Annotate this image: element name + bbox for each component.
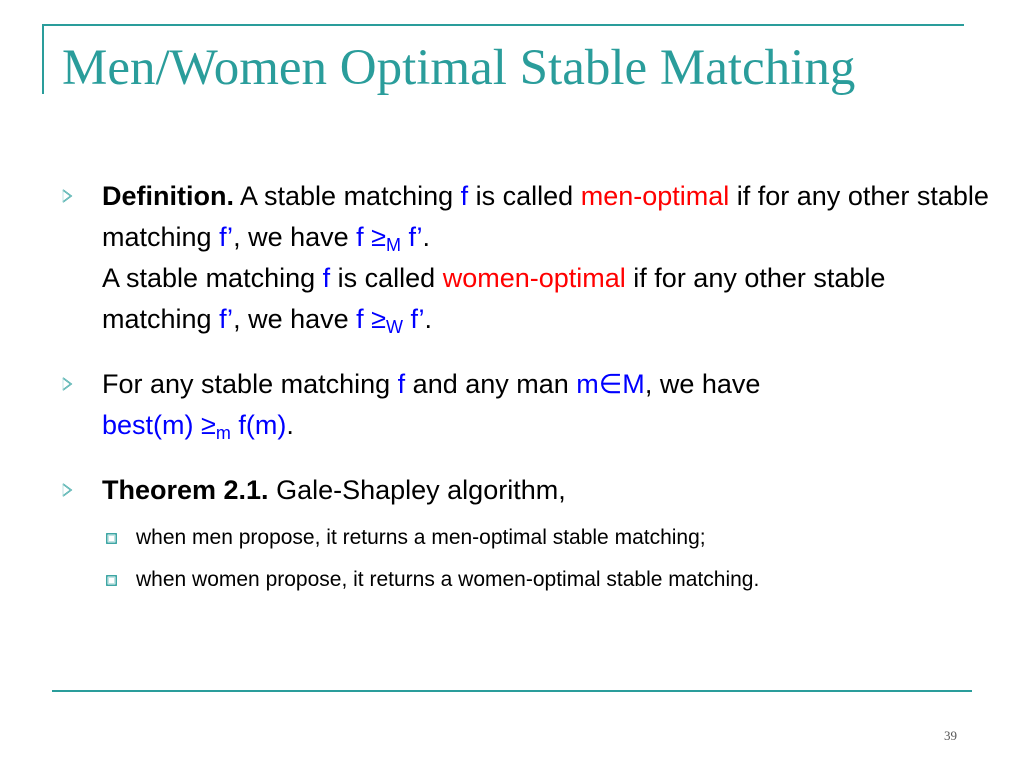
arrow-bullet-icon	[60, 483, 74, 497]
term-women-optimal: women-optimal	[442, 263, 626, 293]
footer-divider	[52, 690, 972, 692]
text: , we have	[233, 222, 357, 252]
text: .	[424, 304, 432, 334]
text: if for any other stable matching	[102, 263, 886, 334]
title-frame-top-line	[42, 24, 964, 26]
bullet-definition	[60, 176, 990, 340]
var-f-prime: f’	[219, 304, 234, 334]
theorem-label: Theorem 2.1.	[102, 475, 269, 505]
slide-title: Men/Women Optimal Stable Matching	[62, 40, 856, 96]
definition-label: Definition.	[102, 181, 234, 211]
text: when women propose, it returns a women-optimal stable matching.	[136, 568, 760, 591]
page-number: 39	[944, 728, 957, 743]
relation-best-ge: best(m) $\ge_m$ f(m)	[102, 410, 287, 443]
text: A stable matching	[102, 263, 323, 293]
text: .	[286, 410, 294, 440]
text: is called	[468, 181, 581, 211]
text: if for any other stable matching	[102, 181, 989, 252]
var-f: f	[322, 263, 331, 293]
text: Gale-Shapley algorithm,	[268, 475, 566, 505]
arrow-bullet-icon	[60, 377, 74, 391]
title-frame-left-line	[42, 24, 44, 94]
text: , we have	[233, 304, 357, 334]
subbullet-men-propose	[102, 523, 990, 553]
var-f-prime: f’	[219, 222, 234, 252]
arrow-bullet-icon	[60, 189, 74, 203]
var-m-in-M: m∈M	[576, 369, 645, 399]
slide-body	[60, 176, 990, 595]
text: .	[422, 222, 430, 252]
var-f: f	[460, 181, 469, 211]
text: , we have	[644, 369, 761, 399]
var-f: f	[397, 369, 406, 399]
text: when men propose, it returns a men-optimal stable matching;	[136, 526, 706, 549]
square-bullet-icon	[106, 533, 117, 544]
term-men-optimal: men-optimal	[580, 181, 730, 211]
square-bullet-icon	[106, 575, 117, 586]
text: A stable matching	[233, 181, 461, 211]
text: is called	[330, 263, 443, 293]
relation-ge-m: $f \ge_M$ f’	[356, 222, 423, 255]
bullet-best-property	[60, 364, 990, 446]
subbullet-women-propose	[102, 565, 990, 595]
text: For any stable matching	[102, 369, 398, 399]
bullet-theorem	[60, 470, 990, 511]
text: and any man	[405, 369, 577, 399]
relation-ge-w: $f \ge_W$ f’	[356, 304, 425, 337]
